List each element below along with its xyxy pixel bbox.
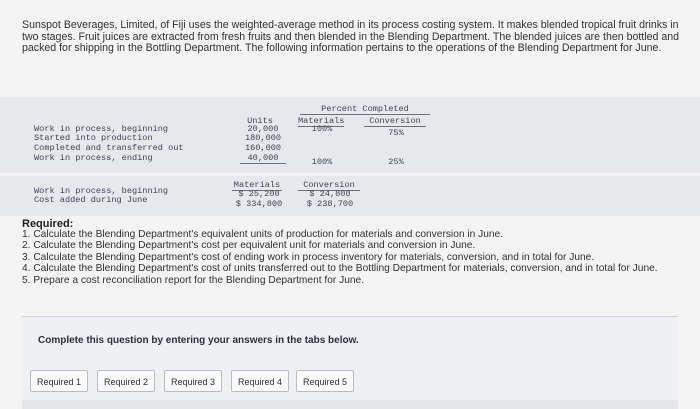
units-row-label: Work in process, ending xyxy=(34,153,153,163)
tab-required-1[interactable]: Required 1 xyxy=(30,370,88,392)
conversion-column-header: Conversion xyxy=(364,116,426,127)
tab-required-3[interactable]: Required 3 xyxy=(164,370,222,392)
problem-intro: Sunspot Beverages, Limited, of Fiji uses the weighted-average method in its process costing system. It makes blended tropical fruit drinks in two stages. Fruit juices are extracted from fresh fruits and then blended in the Blending Department. The blended juices are then bottled and packed for shipping in the Bottling Department. The following information pertains to the operations of the Blending Department for June. xyxy=(22,19,680,55)
units-row-label: Completed and transferred out xyxy=(34,143,184,153)
units-value: 20,000 xyxy=(247,124,279,134)
cost-row-label: Cost added during June xyxy=(34,195,148,205)
required-item: 3. Calculate the Blending Department's cost of ending work in process inventory for materials, conversion, and in total for June. xyxy=(22,251,595,263)
units-row-label: Work in process, beginning xyxy=(34,124,169,134)
required-list xyxy=(22,229,682,286)
materials-percent: 100% xyxy=(311,124,333,134)
cost-conversion-value: $ 24,800 xyxy=(309,189,351,199)
tab-required-2[interactable]: Required 2 xyxy=(97,370,155,392)
tab-required-5[interactable]: Required 5 xyxy=(296,370,354,392)
conversion-percent: 75% xyxy=(388,128,404,138)
required-heading: Required: xyxy=(22,218,74,230)
cost-conversion-value: $ 238,700 xyxy=(306,199,354,209)
materials-percent: 100% xyxy=(311,157,333,167)
tab-content-edge xyxy=(22,400,678,409)
required-item: 2. Calculate the Blending Department's cost per equivalent unit for materials and conversion in June. xyxy=(22,240,476,252)
units-row-label: Started into production xyxy=(34,133,153,143)
instructions-text: Complete this question by entering your answers in the tabs below. xyxy=(38,335,359,346)
required-item: 4. Calculate the Blending Department's cost of units transferred out to the Bottling Department for materials, conversion, and in total for June. xyxy=(22,263,658,275)
tab-required-4[interactable]: Required 4 xyxy=(231,370,289,392)
units-value: 180,000 xyxy=(244,133,282,143)
cost-materials-value: $ 334,800 xyxy=(235,199,283,209)
required-item: 1. Calculate the Blending Department's equivalent units of production for materials and conversion in June. xyxy=(22,229,504,240)
cost-row-label: Work in process, beginning xyxy=(34,186,169,196)
materials-column-header: Materials xyxy=(298,116,345,126)
cost-materials-value: $ 25,200 xyxy=(238,189,280,199)
units-value: 160,000 xyxy=(244,143,282,153)
required-item: 5. Prepare a cost reconciliation report for the Blending Department for June. xyxy=(22,274,365,286)
units-column-header: Units xyxy=(247,116,273,126)
cost-conversion-header: Conversion xyxy=(298,180,360,191)
answer-panel xyxy=(22,316,678,409)
percent-completed-header: Percent Completed xyxy=(300,104,430,115)
units-value: 40,000 xyxy=(240,153,286,164)
cost-materials-header: Materials xyxy=(233,180,281,190)
conversion-percent: 25% xyxy=(388,157,404,167)
